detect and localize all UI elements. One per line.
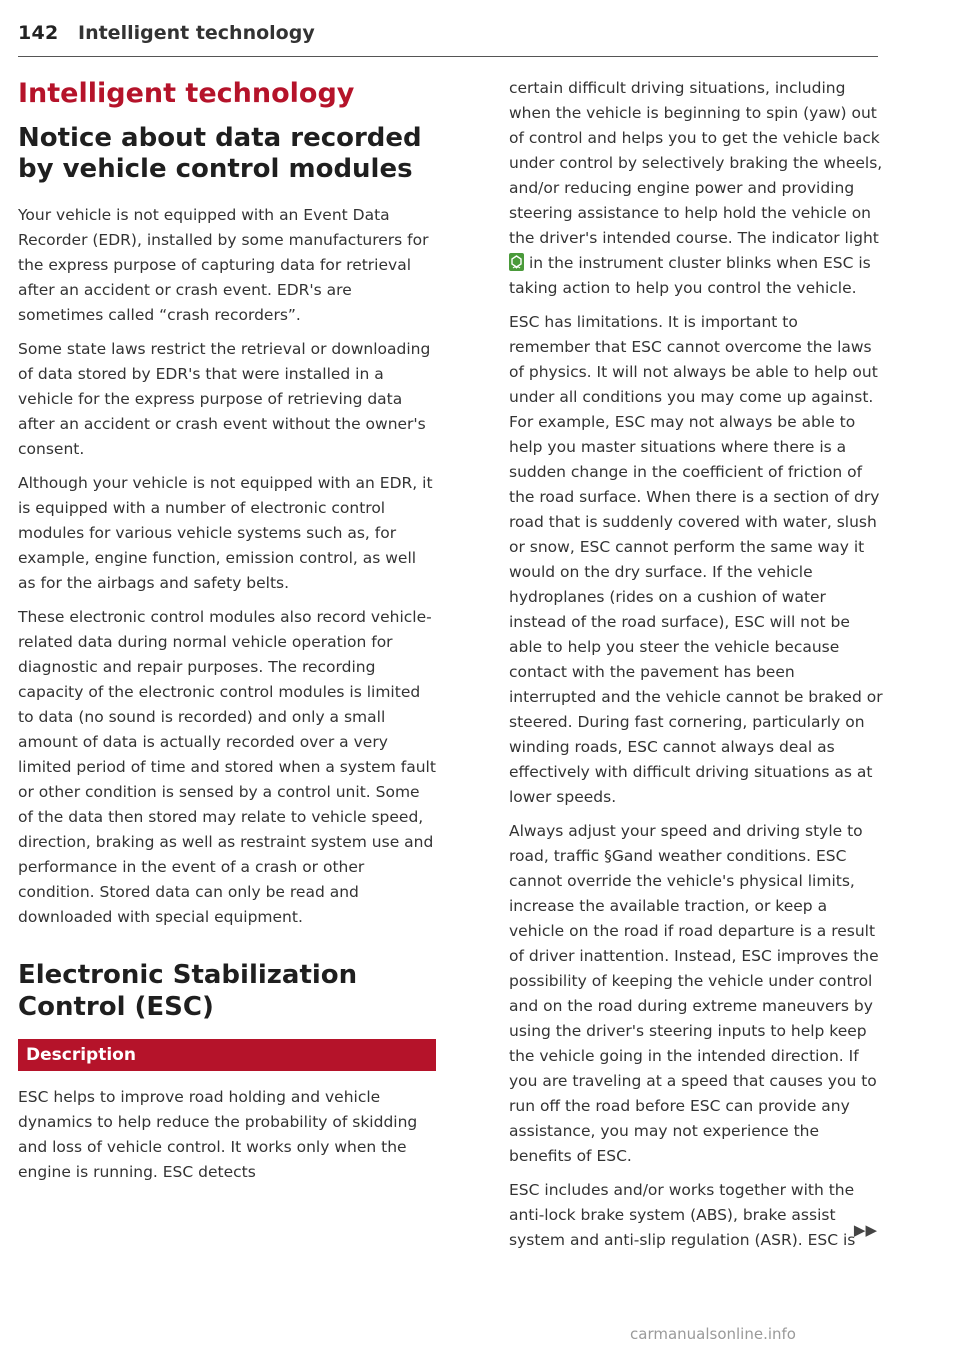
paragraph-esc-includes <box>509 1178 883 1253</box>
page-header <box>18 22 878 57</box>
section-title: Intelligent technology <box>18 78 355 109</box>
paragraph-control-modules: Although your vehicle is not equipped with an EDR, it is equipped with a number of electronic control modules for various vehicle systems such as, for example, engine function, emission control, as well as for the airbags and safety belts. <box>18 474 433 593</box>
esc-indicator-icon <box>509 253 524 271</box>
continue-arrow-icon: ▶▶ <box>853 1221 877 1239</box>
topic-title-esc: Electronic Stabilization Control (ESC) <box>18 960 358 1022</box>
paragraph-esc-limitations: ESC has limitations. It is important to remember that ESC cannot overcome the laws of physics. It will not always be able to help out under all conditions you may come up against. For example, ESC may not always be able to help you master situations where there is a sudden change in the coefficient of friction of the road surface. When there is a section of dry road that is suddenly covered with water, slush or snow, ESC cannot perform the same way it would on the dry surface. If the vehicle hydroplanes (rides on a cushion of water instead of the road surface), ESC will not be able to help you steer the vehicle because contact with the pavement has been interrupted and the vehicle cannot be braked or steered. During fast cornering, particularly on winding roads, ESC cannot always deal as effectively with difficult driving situations as at lower speeds. <box>509 313 883 806</box>
topic-title-data-recorded: Notice about data recorded by vehicle control modules <box>18 123 422 185</box>
paragraph-esc-intro: ESC helps to improve road holding and vehicle dynamics to help reduce the probability of skidding and loss of vehicle control. It works only when the engine is running. ESC detects <box>18 1087 418 1181</box>
paragraph-esc-detects-tail: in the instrument cluster blinks when ESC is taking action to help you control the vehicle. <box>509 254 871 297</box>
right-column <box>509 76 883 1262</box>
description-bar: Description <box>18 1039 436 1071</box>
running-head: Intelligent technology <box>78 22 315 44</box>
paragraph-state-laws: Some state laws restrict the retrieval or downloading of data stored by EDR's that were installed in a vehicle for the express purpose of retrieving data after an accident or crash event without the owner's consent. <box>18 340 431 459</box>
paragraph-esc-detects-text: certain difficult driving situations, including when the vehicle is beginning to spin (yaw) out of control and helps you to get the vehicle back under control by selectively braking the wheels, and/or reducing engine power and providing steering assistance to help hold the vehicle on the driver's intended course. The indicator light <box>509 79 883 247</box>
page-number: 142 <box>18 22 59 44</box>
watermark: carmanualsonline.info <box>630 1325 796 1343</box>
paragraph-esc-detects <box>509 76 883 301</box>
left-column <box>18 74 436 1194</box>
paragraph-esc-includes-text: ESC includes and/or works together with the anti-lock brake system (ABS), brake assist system and anti-slip regulation (ASR). ESC is <box>509 1181 856 1249</box>
paragraph-recorded-data: These electronic control modules also record vehicle-related data during normal vehicle operation for diagnostic and repair purposes. The recording capacity of the electronic control modules is limited to data (no sound is recorded) and only a small amount of data is actually recorded over a very limited period of time and stored when a system fault or other condition is sensed by a control unit. Some of the data then stored may relate to vehicle speed, direction, braking as well as restraint system use and performance in the event of a crash or other condition. Stored data can only be read and downloaded with special equipment. <box>18 608 436 927</box>
paragraph-adjust-speed: Always adjust your speed and driving style to road, traffic §Ǥand weather conditions. ESC cannot override the vehicle's physical limits, increase the available traction, or keep a vehicle on the road if road departure is a result of driver inattention. Instead, ESC improves the possibility of keeping the vehicle under control and on the road during extreme maneuvers by using the driver's steering inputs to help keep the vehicle going in the intended direction. If you are traveling at a speed that causes you to run off the road before ESC can provide any assistance, you may not experience the benefits of ESC. <box>509 822 879 1165</box>
paragraph-edr-notice: Your vehicle is not equipped with an Event Data Recorder (EDR), installed by some manufacturers for the express purpose of capturing data for retrieval after an accident or crash event. EDR's are sometimes called “crash recorders”. <box>18 206 429 325</box>
